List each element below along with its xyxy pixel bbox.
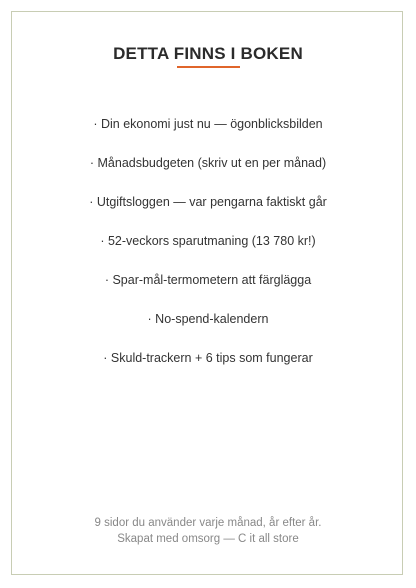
list-item: · Spar-mål-termometern att färglägga <box>104 273 312 287</box>
contents-list <box>0 116 416 389</box>
list-item: · Månadsbudgeten (skriv ut en per månad) <box>89 156 327 170</box>
list-item: · Utgiftsloggen — var pengarna faktiskt går <box>89 195 327 209</box>
footer-tagline: 9 sidor du använder varje månad, år efter år. <box>94 517 322 529</box>
list-item: · No-spend-kalendern <box>147 312 269 326</box>
list-item: · 52-veckors sparutmaning (13 780 kr!) <box>100 234 316 248</box>
list-item: · Skuld-trackern + 6 tips som fungerar <box>103 351 313 365</box>
footer-credit: Skapat med omsorg — C it all store <box>117 533 299 545</box>
page-title: DETTA FINNS I BOKEN <box>113 44 303 63</box>
list-item: · Din ekonomi just nu — ögonblicksbilden <box>93 117 323 131</box>
footer <box>0 515 416 547</box>
title-underline <box>177 66 240 68</box>
